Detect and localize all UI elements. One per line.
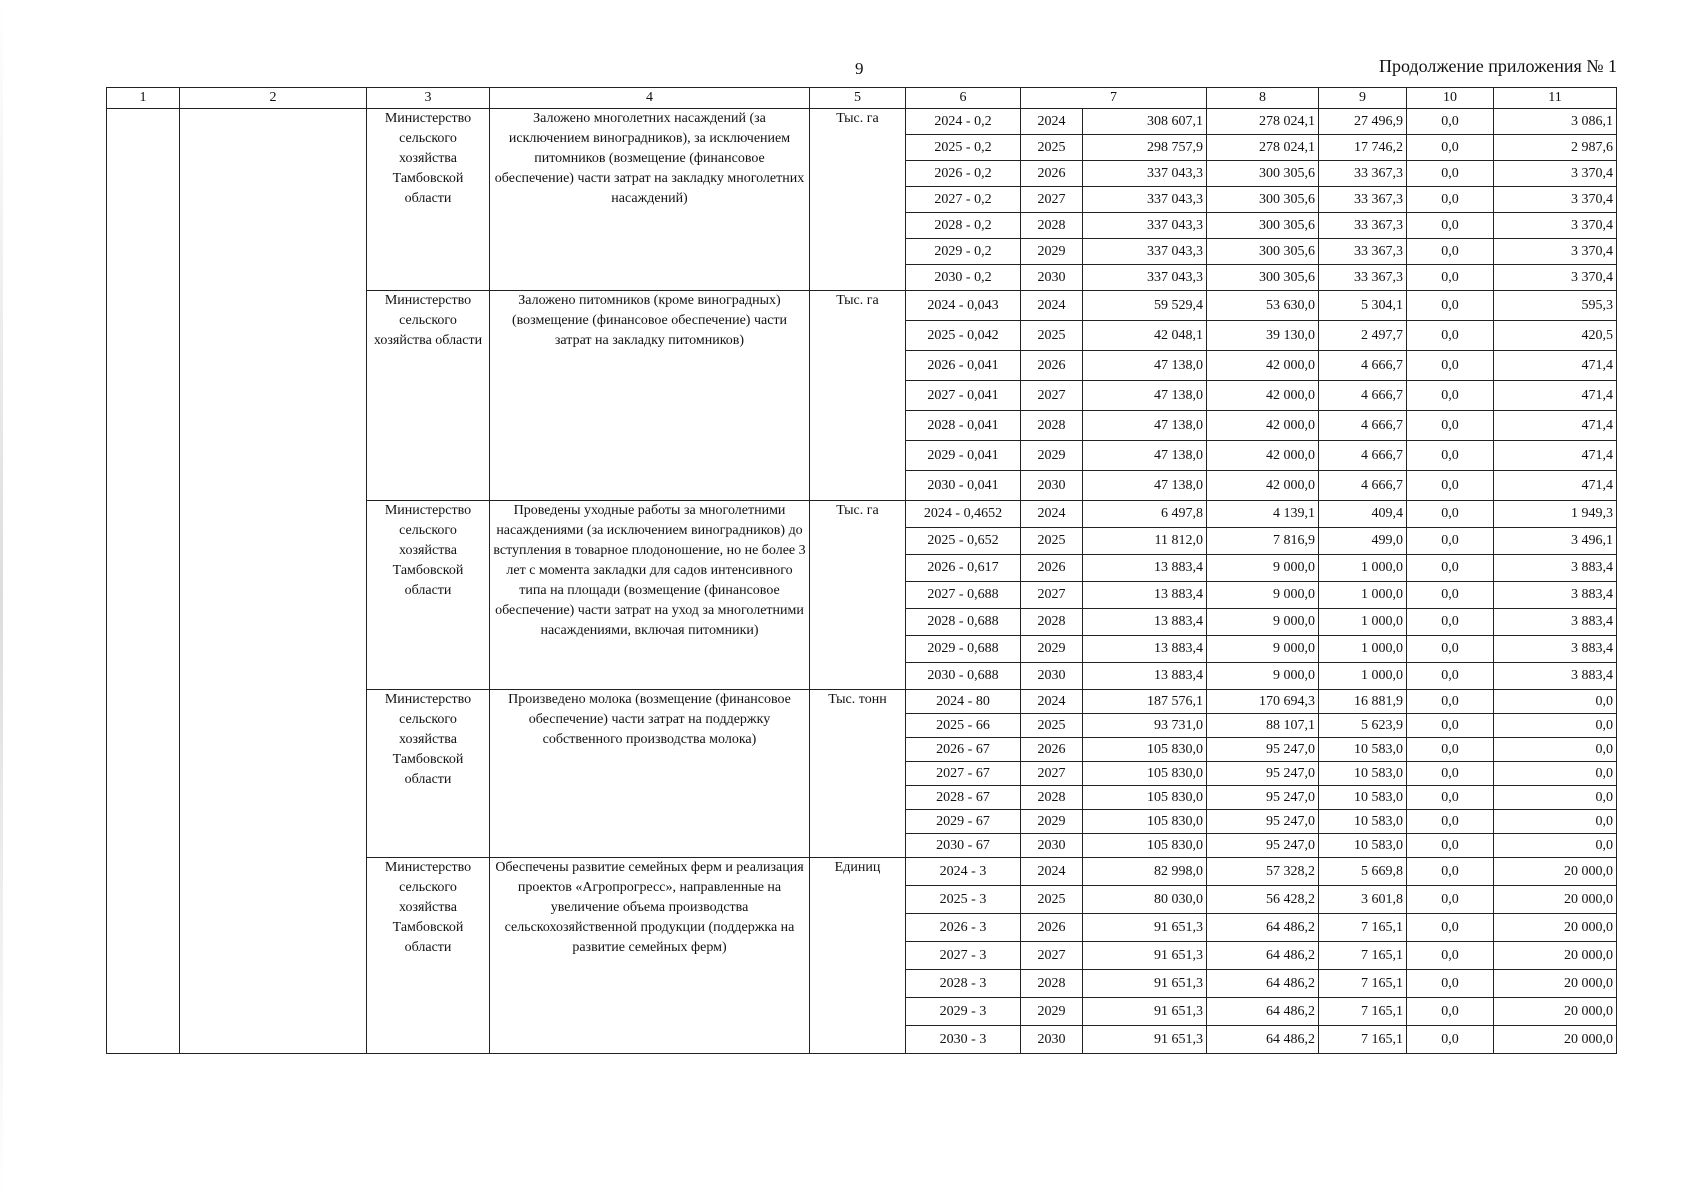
- year-cell: 2027: [1021, 582, 1083, 609]
- year-cell: 2030: [1021, 471, 1083, 501]
- column-11-value-cell: 0,0: [1494, 810, 1617, 834]
- column-10-value-cell: 0,0: [1407, 351, 1494, 381]
- target-value-cell: 2030 - 0,041: [906, 471, 1021, 501]
- responsible-executor: Министерство сельского хозяйства Тамбовской области: [367, 501, 490, 690]
- column-9-value-cell: 1 000,0: [1319, 555, 1407, 582]
- column-8-value-cell: 42 000,0: [1207, 471, 1319, 501]
- column-10-value-cell: 0,0: [1407, 528, 1494, 555]
- total-amount-cell: 6 497,8: [1083, 501, 1207, 528]
- year-cell: 2030: [1021, 834, 1083, 858]
- year-cell: 2027: [1021, 187, 1083, 213]
- column-11-value-cell: 3 883,4: [1494, 582, 1617, 609]
- column-9-value-cell: 33 367,3: [1319, 213, 1407, 239]
- measurement-unit: Тыс. га: [810, 109, 906, 291]
- total-amount-cell: 91 651,3: [1083, 970, 1207, 998]
- result-description: Произведено молока (возмещение (финансовое обеспечение) части затрат на поддержку собственного производства молока): [490, 690, 810, 858]
- column-9-value-cell: 7 165,1: [1319, 998, 1407, 1026]
- total-amount-cell: 11 812,0: [1083, 528, 1207, 555]
- column-11-value-cell: 3 883,4: [1494, 636, 1617, 663]
- column-9-value-cell: 10 583,0: [1319, 834, 1407, 858]
- column-10-value-cell: 0,0: [1407, 609, 1494, 636]
- column-11-value-cell: 20 000,0: [1494, 1026, 1617, 1054]
- column-10-value-cell: 0,0: [1407, 239, 1494, 265]
- year-cell: 2026: [1021, 914, 1083, 942]
- total-amount-cell: 105 830,0: [1083, 834, 1207, 858]
- total-amount-cell: 13 883,4: [1083, 555, 1207, 582]
- total-amount-cell: 105 830,0: [1083, 738, 1207, 762]
- total-amount-cell: 91 651,3: [1083, 914, 1207, 942]
- target-value-cell: 2027 - 0,041: [906, 381, 1021, 411]
- total-amount-cell: 47 138,0: [1083, 441, 1207, 471]
- column-10-value-cell: 0,0: [1407, 291, 1494, 321]
- column-10-value-cell: 0,0: [1407, 411, 1494, 441]
- measurement-unit: Тыс. га: [810, 291, 906, 501]
- total-amount-cell: 13 883,4: [1083, 636, 1207, 663]
- total-amount-cell: 47 138,0: [1083, 351, 1207, 381]
- column-9-value-cell: 10 583,0: [1319, 738, 1407, 762]
- column-10-value-cell: 0,0: [1407, 834, 1494, 858]
- result-description: Обеспечены развитие семейных ферм и реализация проектов «Агропрогресс», направленные на увеличение объема производства сельскохозяйственной продукции (поддержка на развитие семейных ферм): [490, 858, 810, 1054]
- year-cell: 2028: [1021, 411, 1083, 441]
- column-11-value-cell: 3 370,4: [1494, 213, 1617, 239]
- column-9-value-cell: 10 583,0: [1319, 810, 1407, 834]
- column-9-value-cell: 4 666,7: [1319, 441, 1407, 471]
- target-value-cell: 2025 - 3: [906, 886, 1021, 914]
- column-11-value-cell: 471,4: [1494, 441, 1617, 471]
- column-8-value-cell: 95 247,0: [1207, 738, 1319, 762]
- column-header: 7: [1021, 88, 1207, 109]
- total-amount-cell: 13 883,4: [1083, 582, 1207, 609]
- column-8-value-cell: 56 428,2: [1207, 886, 1319, 914]
- column-10-value-cell: 0,0: [1407, 501, 1494, 528]
- column-11-value-cell: 20 000,0: [1494, 914, 1617, 942]
- target-value-cell: 2026 - 0,2: [906, 161, 1021, 187]
- column-9-value-cell: 33 367,3: [1319, 265, 1407, 291]
- column-8-value-cell: 300 305,6: [1207, 239, 1319, 265]
- column-8-value-cell: 7 816,9: [1207, 528, 1319, 555]
- column-header: 8: [1207, 88, 1319, 109]
- column-9-value-cell: 4 666,7: [1319, 351, 1407, 381]
- total-amount-cell: 337 043,3: [1083, 265, 1207, 291]
- column-9-value-cell: 4 666,7: [1319, 381, 1407, 411]
- total-amount-cell: 91 651,3: [1083, 942, 1207, 970]
- column-8-value-cell: 64 486,2: [1207, 942, 1319, 970]
- column-11-value-cell: 3 883,4: [1494, 555, 1617, 582]
- year-cell: 2024: [1021, 291, 1083, 321]
- year-cell: 2029: [1021, 998, 1083, 1026]
- column-8-value-cell: 95 247,0: [1207, 786, 1319, 810]
- column-9-value-cell: 1 000,0: [1319, 663, 1407, 690]
- target-value-cell: 2027 - 0,688: [906, 582, 1021, 609]
- target-value-cell: 2025 - 66: [906, 714, 1021, 738]
- column-10-value-cell: 0,0: [1407, 738, 1494, 762]
- total-amount-cell: 337 043,3: [1083, 187, 1207, 213]
- responsible-executor: Министерство сельского хозяйства Тамбовской области: [367, 690, 490, 858]
- column-11-value-cell: 1 949,3: [1494, 501, 1617, 528]
- column-10-value-cell: 0,0: [1407, 690, 1494, 714]
- column-8-value-cell: 95 247,0: [1207, 834, 1319, 858]
- column-8-value-cell: 300 305,6: [1207, 161, 1319, 187]
- target-value-cell: 2024 - 3: [906, 858, 1021, 886]
- year-cell: 2025: [1021, 714, 1083, 738]
- column-9-value-cell: 33 367,3: [1319, 161, 1407, 187]
- column-9-value-cell: 3 601,8: [1319, 886, 1407, 914]
- column-9-value-cell: 409,4: [1319, 501, 1407, 528]
- year-cell: 2029: [1021, 636, 1083, 663]
- year-cell: 2027: [1021, 762, 1083, 786]
- result-description: Заложено многолетних насаждений (за исключением виноградников), за исключением питомников (возмещение (финансовое обеспечение) части затрат на закладку многолетних насаждений): [490, 109, 810, 291]
- total-amount-cell: 59 529,4: [1083, 291, 1207, 321]
- total-amount-cell: 105 830,0: [1083, 762, 1207, 786]
- column-11-value-cell: 0,0: [1494, 738, 1617, 762]
- column-8-value-cell: 42 000,0: [1207, 351, 1319, 381]
- year-cell: 2025: [1021, 886, 1083, 914]
- column-8-value-cell: 42 000,0: [1207, 411, 1319, 441]
- column-10-value-cell: 0,0: [1407, 582, 1494, 609]
- column-10-value-cell: 0,0: [1407, 321, 1494, 351]
- column-9-value-cell: 7 165,1: [1319, 942, 1407, 970]
- column-9-value-cell: 17 746,2: [1319, 135, 1407, 161]
- column-11-value-cell: 3 370,4: [1494, 161, 1617, 187]
- column-8-value-cell: 9 000,0: [1207, 582, 1319, 609]
- column-11-value-cell: 471,4: [1494, 471, 1617, 501]
- column-11-value-cell: 471,4: [1494, 411, 1617, 441]
- year-cell: 2028: [1021, 970, 1083, 998]
- column-8-value-cell: 88 107,1: [1207, 714, 1319, 738]
- column-8-value-cell: 39 130,0: [1207, 321, 1319, 351]
- total-amount-cell: 91 651,3: [1083, 1026, 1207, 1054]
- column-11-value-cell: 0,0: [1494, 714, 1617, 738]
- column-8-value-cell: 95 247,0: [1207, 810, 1319, 834]
- column-10-value-cell: 0,0: [1407, 914, 1494, 942]
- column-8-value-cell: 53 630,0: [1207, 291, 1319, 321]
- column-11-value-cell: 3 086,1: [1494, 109, 1617, 135]
- column-11-value-cell: 595,3: [1494, 291, 1617, 321]
- column-10-value-cell: 0,0: [1407, 555, 1494, 582]
- total-amount-cell: 93 731,0: [1083, 714, 1207, 738]
- column-10-value-cell: 0,0: [1407, 762, 1494, 786]
- column-header: 9: [1319, 88, 1407, 109]
- target-value-cell: 2027 - 3: [906, 942, 1021, 970]
- column-2-cell: [180, 109, 367, 1054]
- result-description: Проведены уходные работы за многолетними насаждениями (за исключением виноградников) до вступления в товарное плодоношение, но не более 3 лет с момента закладки для садов интенсивного типа на площади (возмещение (финансовое обеспечение) части затрат на уход за многолетними насаждениями, включая питомники): [490, 501, 810, 690]
- column-10-value-cell: 0,0: [1407, 161, 1494, 187]
- responsible-executor: Министерство сельского хозяйства Тамбовской области: [367, 858, 490, 1054]
- column-9-value-cell: 7 165,1: [1319, 970, 1407, 998]
- column-11-value-cell: 3 370,4: [1494, 187, 1617, 213]
- column-10-value-cell: 0,0: [1407, 886, 1494, 914]
- target-value-cell: 2029 - 3: [906, 998, 1021, 1026]
- target-value-cell: 2026 - 67: [906, 738, 1021, 762]
- column-8-value-cell: 4 139,1: [1207, 501, 1319, 528]
- target-value-cell: 2028 - 0,688: [906, 609, 1021, 636]
- table-body: [107, 109, 1617, 1054]
- target-value-cell: 2026 - 0,617: [906, 555, 1021, 582]
- column-8-value-cell: 64 486,2: [1207, 998, 1319, 1026]
- column-10-value-cell: 0,0: [1407, 636, 1494, 663]
- total-amount-cell: 105 830,0: [1083, 810, 1207, 834]
- column-10-value-cell: 0,0: [1407, 109, 1494, 135]
- column-9-value-cell: 10 583,0: [1319, 762, 1407, 786]
- total-amount-cell: 42 048,1: [1083, 321, 1207, 351]
- responsible-executor: Министерство сельского хозяйства Тамбовской области: [367, 109, 490, 291]
- total-amount-cell: 187 576,1: [1083, 690, 1207, 714]
- column-header: 10: [1407, 88, 1494, 109]
- column-8-value-cell: 9 000,0: [1207, 636, 1319, 663]
- target-value-cell: 2028 - 3: [906, 970, 1021, 998]
- measurement-unit: Тыс. тонн: [810, 690, 906, 858]
- target-value-cell: 2026 - 0,041: [906, 351, 1021, 381]
- column-11-value-cell: 0,0: [1494, 786, 1617, 810]
- year-cell: 2026: [1021, 351, 1083, 381]
- column-11-value-cell: 3 370,4: [1494, 239, 1617, 265]
- column-8-value-cell: 42 000,0: [1207, 441, 1319, 471]
- total-amount-cell: 47 138,0: [1083, 381, 1207, 411]
- column-8-value-cell: 170 694,3: [1207, 690, 1319, 714]
- column-8-value-cell: 300 305,6: [1207, 213, 1319, 239]
- appendix-continuation-label: Продолжение приложения № 1: [1378, 56, 1617, 76]
- column-10-value-cell: 0,0: [1407, 786, 1494, 810]
- column-11-value-cell: 20 000,0: [1494, 942, 1617, 970]
- target-value-cell: 2030 - 0,2: [906, 265, 1021, 291]
- column-10-value-cell: 0,0: [1407, 998, 1494, 1026]
- table-row: [107, 109, 1617, 135]
- column-8-value-cell: 57 328,2: [1207, 858, 1319, 886]
- column-8-value-cell: 95 247,0: [1207, 762, 1319, 786]
- year-cell: 2024: [1021, 858, 1083, 886]
- column-8-value-cell: 9 000,0: [1207, 663, 1319, 690]
- column-9-value-cell: 10 583,0: [1319, 786, 1407, 810]
- target-value-cell: 2030 - 3: [906, 1026, 1021, 1054]
- column-11-value-cell: 20 000,0: [1494, 998, 1617, 1026]
- column-9-value-cell: 499,0: [1319, 528, 1407, 555]
- column-8-value-cell: 64 486,2: [1207, 970, 1319, 998]
- year-cell: 2029: [1021, 441, 1083, 471]
- column-11-value-cell: 420,5: [1494, 321, 1617, 351]
- column-11-value-cell: 20 000,0: [1494, 886, 1617, 914]
- column-10-value-cell: 0,0: [1407, 381, 1494, 411]
- target-value-cell: 2030 - 0,688: [906, 663, 1021, 690]
- column-9-value-cell: 27 496,9: [1319, 109, 1407, 135]
- total-amount-cell: 91 651,3: [1083, 998, 1207, 1026]
- column-8-value-cell: 64 486,2: [1207, 1026, 1319, 1054]
- column-10-value-cell: 0,0: [1407, 810, 1494, 834]
- responsible-executor: Министерство сельского хозяйства области: [367, 291, 490, 501]
- year-cell: 2025: [1021, 135, 1083, 161]
- column-9-value-cell: 1 000,0: [1319, 636, 1407, 663]
- year-cell: 2026: [1021, 161, 1083, 187]
- target-value-cell: 2026 - 3: [906, 914, 1021, 942]
- year-cell: 2030: [1021, 663, 1083, 690]
- column-10-value-cell: 0,0: [1407, 135, 1494, 161]
- year-cell: 2026: [1021, 738, 1083, 762]
- column-10-value-cell: 0,0: [1407, 213, 1494, 239]
- column-9-value-cell: 4 666,7: [1319, 471, 1407, 501]
- target-value-cell: 2027 - 67: [906, 762, 1021, 786]
- column-header: 2: [180, 88, 367, 109]
- target-value-cell: 2025 - 0,2: [906, 135, 1021, 161]
- target-value-cell: 2028 - 0,2: [906, 213, 1021, 239]
- column-11-value-cell: 3 883,4: [1494, 663, 1617, 690]
- measurement-unit: Единиц: [810, 858, 906, 1054]
- column-10-value-cell: 0,0: [1407, 1026, 1494, 1054]
- target-value-cell: 2029 - 67: [906, 810, 1021, 834]
- column-header: 3: [367, 88, 490, 109]
- year-cell: 2024: [1021, 109, 1083, 135]
- column-10-value-cell: 0,0: [1407, 265, 1494, 291]
- column-9-value-cell: 5 669,8: [1319, 858, 1407, 886]
- column-8-value-cell: 300 305,6: [1207, 265, 1319, 291]
- column-9-value-cell: 7 165,1: [1319, 914, 1407, 942]
- column-9-value-cell: 33 367,3: [1319, 239, 1407, 265]
- column-8-value-cell: 42 000,0: [1207, 381, 1319, 411]
- target-value-cell: 2029 - 0,041: [906, 441, 1021, 471]
- target-value-cell: 2029 - 0,2: [906, 239, 1021, 265]
- column-8-value-cell: 300 305,6: [1207, 187, 1319, 213]
- column-header: 1: [107, 88, 180, 109]
- column-11-value-cell: 0,0: [1494, 762, 1617, 786]
- column-9-value-cell: 1 000,0: [1319, 609, 1407, 636]
- measurement-unit: Тыс. га: [810, 501, 906, 690]
- column-11-value-cell: 471,4: [1494, 351, 1617, 381]
- column-10-value-cell: 0,0: [1407, 471, 1494, 501]
- target-value-cell: 2024 - 0,4652: [906, 501, 1021, 528]
- year-cell: 2027: [1021, 381, 1083, 411]
- column-10-value-cell: 0,0: [1407, 942, 1494, 970]
- year-cell: 2028: [1021, 213, 1083, 239]
- year-cell: 2024: [1021, 690, 1083, 714]
- column-11-value-cell: 0,0: [1494, 690, 1617, 714]
- column-8-value-cell: 278 024,1: [1207, 109, 1319, 135]
- target-value-cell: 2030 - 67: [906, 834, 1021, 858]
- year-cell: 2029: [1021, 239, 1083, 265]
- year-cell: 2030: [1021, 1026, 1083, 1054]
- column-11-value-cell: 3 883,4: [1494, 609, 1617, 636]
- total-amount-cell: 298 757,9: [1083, 135, 1207, 161]
- column-number-row: [107, 88, 1617, 109]
- column-8-value-cell: 9 000,0: [1207, 609, 1319, 636]
- target-value-cell: 2025 - 0,042: [906, 321, 1021, 351]
- year-cell: 2024: [1021, 501, 1083, 528]
- year-cell: 2025: [1021, 321, 1083, 351]
- total-amount-cell: 337 043,3: [1083, 213, 1207, 239]
- column-9-value-cell: 5 623,9: [1319, 714, 1407, 738]
- column-11-value-cell: 2 987,6: [1494, 135, 1617, 161]
- appendix-table: [106, 87, 1617, 1054]
- column-9-value-cell: 33 367,3: [1319, 187, 1407, 213]
- column-header: 6: [906, 88, 1021, 109]
- column-8-value-cell: 278 024,1: [1207, 135, 1319, 161]
- target-value-cell: 2028 - 0,041: [906, 411, 1021, 441]
- target-value-cell: 2024 - 80: [906, 690, 1021, 714]
- target-value-cell: 2024 - 0,2: [906, 109, 1021, 135]
- column-8-value-cell: 64 486,2: [1207, 914, 1319, 942]
- column-9-value-cell: 7 165,1: [1319, 1026, 1407, 1054]
- column-9-value-cell: 16 881,9: [1319, 690, 1407, 714]
- column-10-value-cell: 0,0: [1407, 663, 1494, 690]
- column-9-value-cell: 4 666,7: [1319, 411, 1407, 441]
- column-10-value-cell: 0,0: [1407, 714, 1494, 738]
- total-amount-cell: 82 998,0: [1083, 858, 1207, 886]
- column-8-value-cell: 9 000,0: [1207, 555, 1319, 582]
- year-cell: 2029: [1021, 810, 1083, 834]
- column-11-value-cell: 471,4: [1494, 381, 1617, 411]
- target-value-cell: 2028 - 67: [906, 786, 1021, 810]
- column-11-value-cell: 0,0: [1494, 834, 1617, 858]
- total-amount-cell: 308 607,1: [1083, 109, 1207, 135]
- total-amount-cell: 105 830,0: [1083, 786, 1207, 810]
- column-11-value-cell: 3 496,1: [1494, 528, 1617, 555]
- total-amount-cell: 47 138,0: [1083, 471, 1207, 501]
- year-cell: 2027: [1021, 942, 1083, 970]
- total-amount-cell: 13 883,4: [1083, 609, 1207, 636]
- column-header: 5: [810, 88, 906, 109]
- column-11-value-cell: 20 000,0: [1494, 858, 1617, 886]
- year-cell: 2025: [1021, 528, 1083, 555]
- total-amount-cell: 337 043,3: [1083, 239, 1207, 265]
- total-amount-cell: 337 043,3: [1083, 161, 1207, 187]
- total-amount-cell: 13 883,4: [1083, 663, 1207, 690]
- page-number: 9: [855, 59, 864, 78]
- column-1-cell: [107, 109, 180, 1054]
- column-header: 11: [1494, 88, 1617, 109]
- column-11-value-cell: 3 370,4: [1494, 265, 1617, 291]
- column-10-value-cell: 0,0: [1407, 441, 1494, 471]
- column-9-value-cell: 2 497,7: [1319, 321, 1407, 351]
- year-cell: 2028: [1021, 786, 1083, 810]
- total-amount-cell: 80 030,0: [1083, 886, 1207, 914]
- result-description: Заложено питомников (кроме виноградных) (возмещение (финансовое обеспечение) части затрат на закладку питомников): [490, 291, 810, 501]
- column-10-value-cell: 0,0: [1407, 858, 1494, 886]
- column-10-value-cell: 0,0: [1407, 187, 1494, 213]
- target-value-cell: 2029 - 0,688: [906, 636, 1021, 663]
- year-cell: 2026: [1021, 555, 1083, 582]
- year-cell: 2030: [1021, 265, 1083, 291]
- column-header: 4: [490, 88, 810, 109]
- target-value-cell: 2025 - 0,652: [906, 528, 1021, 555]
- column-11-value-cell: 20 000,0: [1494, 970, 1617, 998]
- target-value-cell: 2024 - 0,043: [906, 291, 1021, 321]
- total-amount-cell: 47 138,0: [1083, 411, 1207, 441]
- scan-edge: [0, 0, 3, 1200]
- column-10-value-cell: 0,0: [1407, 970, 1494, 998]
- year-cell: 2028: [1021, 609, 1083, 636]
- target-value-cell: 2027 - 0,2: [906, 187, 1021, 213]
- column-9-value-cell: 1 000,0: [1319, 582, 1407, 609]
- column-9-value-cell: 5 304,1: [1319, 291, 1407, 321]
